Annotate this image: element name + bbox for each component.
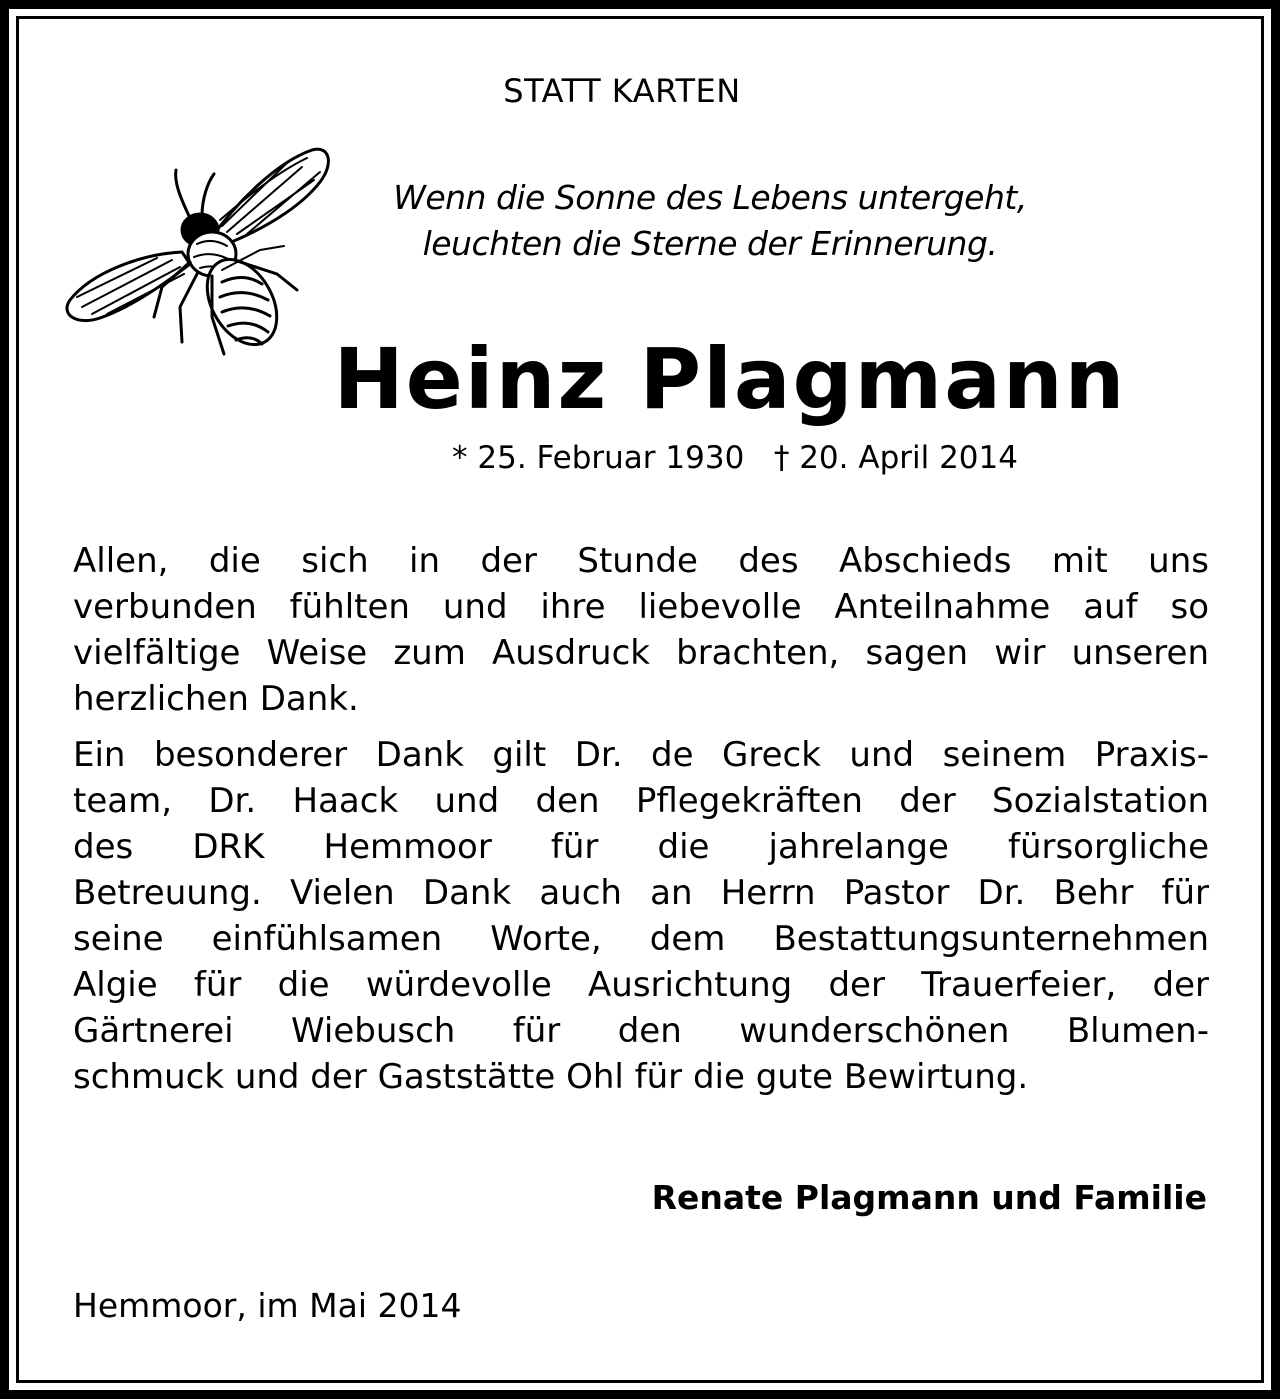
paragraph-line: Algie für die würdevolle Ausrichtung der Trauerfeier, der xyxy=(73,965,1209,1005)
paragraph-line: team, Dr. Haack und den Pflegekräften der Sozialstation xyxy=(73,781,1209,821)
paragraph-line: Allen, die sich in der Stunde des Abschieds mit uns xyxy=(73,541,1209,581)
place-date: Hemmoor, im Mai 2014 xyxy=(73,1286,462,1325)
quote-line-1: Wenn die Sonne des Lebens untergeht, xyxy=(393,178,1027,217)
paragraph-line: schmuck und der Gaststätte Ohl für die gute Bewirtung. xyxy=(73,1057,1029,1097)
paragraph-line: verbunden fühlten und ihre liebevolle Anteilnahme auf so xyxy=(73,587,1209,627)
paragraph-line: Betreuung. Vielen Dank auch an Herrn Pastor Dr. Behr für xyxy=(73,873,1209,913)
header-statt-karten: STATT KARTEN xyxy=(503,72,741,110)
bee-icon xyxy=(62,142,332,372)
thanks-paragraph-2 xyxy=(73,732,1209,1100)
paragraph-line: Gärtnerei Wiebusch für den wunderschönen Blumen- xyxy=(73,1011,1209,1051)
paragraph-line: herzlichen Dank. xyxy=(73,679,359,719)
paragraph-line: seine einfühlsamen Worte, dem Bestattungsunternehmen xyxy=(73,919,1209,959)
birth-date: * 25. Februar 1930 xyxy=(452,440,745,476)
paragraph-line: vielfältige Weise zum Ausdruck brachten, sagen wir unseren xyxy=(73,633,1209,673)
quote-line-2: leuchten die Sterne der Erinnerung. xyxy=(422,224,998,263)
paragraph-line: des DRK Hemmoor für die jahrelange fürsorgliche xyxy=(73,827,1209,867)
life-dates xyxy=(440,440,1030,476)
signature: Renate Plagmann und Familie xyxy=(651,1178,1207,1217)
paragraph-line: Ein besonderer Dank gilt Dr. de Greck und seinem Praxis- xyxy=(73,735,1209,775)
thanks-paragraph-1 xyxy=(73,538,1209,722)
death-date: † 20. April 2014 xyxy=(773,440,1018,476)
deceased-name: Heinz Plagmann xyxy=(333,330,1127,428)
